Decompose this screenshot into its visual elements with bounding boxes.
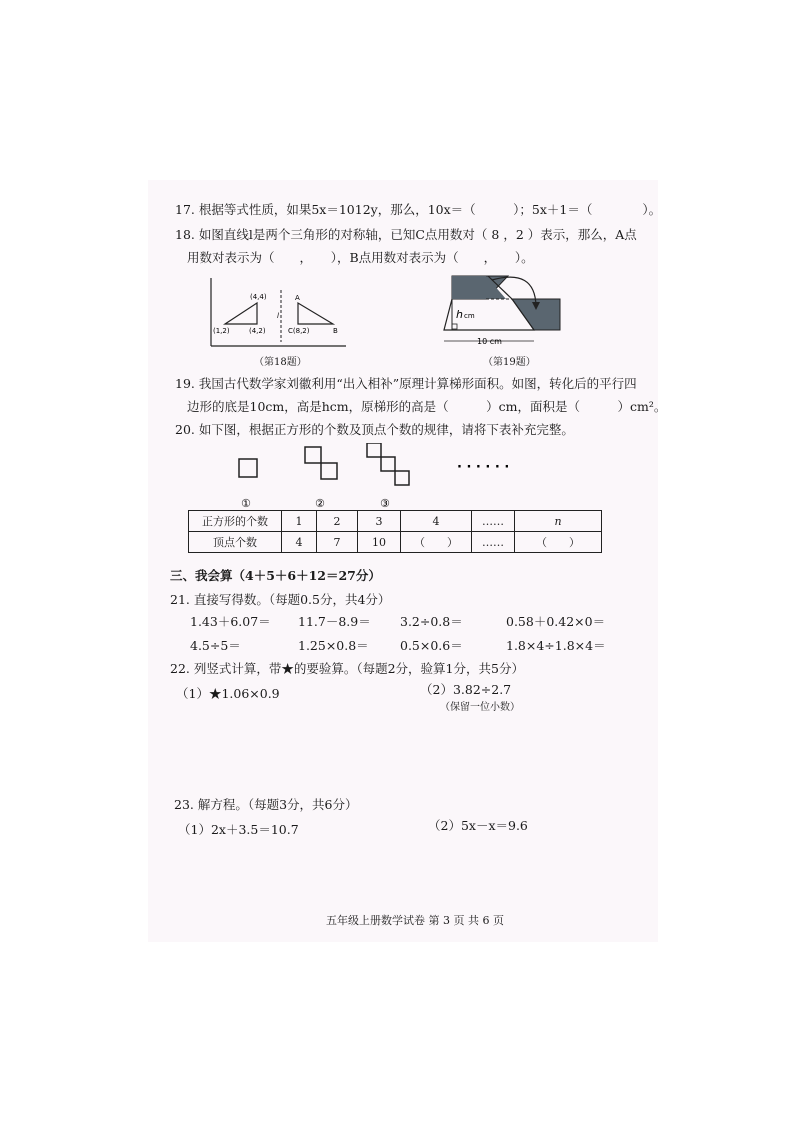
- label-1-2: (1,2): [213, 327, 230, 335]
- pattern2-square-1: [305, 447, 321, 463]
- label-B: B: [333, 327, 338, 335]
- marker-3: ③: [380, 497, 390, 510]
- table-cell: 10: [358, 532, 401, 553]
- question-17: 17. 根据等式性质，如果5x＝1012y，那么，10x＝（ ）；5x＋1＝（ ）。: [175, 202, 662, 217]
- question-21: 21. 直接写得数。（每题0.5分，共4分）: [170, 592, 391, 607]
- calc-item: 3.2÷0.8＝: [400, 614, 463, 629]
- figure-18-coordinate-diagram: [200, 272, 350, 354]
- left-triangle: [225, 303, 257, 324]
- calc-item: 0.58＋0.42×0＝: [506, 614, 606, 629]
- pattern1-square: [239, 459, 257, 477]
- marker-2: ②: [315, 497, 325, 510]
- table-answer-blank[interactable]: （ ）: [515, 532, 602, 553]
- table-cell: n: [515, 511, 602, 532]
- table-cell: 2: [317, 511, 358, 532]
- label-4-2: (4,2): [249, 327, 266, 335]
- table-row-vertices: [189, 532, 602, 553]
- pattern3-square-1: [367, 443, 381, 457]
- h-label: h: [456, 308, 463, 321]
- calc-item: 0.5×0.6＝: [400, 638, 463, 653]
- table-cell: 3: [358, 511, 401, 532]
- table-header-vertices: 顶点个数: [189, 532, 282, 553]
- vertical-calc-2: （2）3.82÷2.7: [420, 682, 512, 697]
- table-cell: 7: [317, 532, 358, 553]
- base-label: 10 cm: [477, 337, 502, 346]
- table-cell: 4: [282, 532, 317, 553]
- pattern3-square-2: [381, 457, 395, 471]
- figure-19-caption: （第19题）: [483, 357, 536, 368]
- calc-item: 1.25×0.8＝: [298, 638, 369, 653]
- table-header-squares: 正方形的个数: [189, 511, 282, 532]
- section-3-heading: 三、我会算（4＋5＋6＋12＝27分）: [170, 568, 381, 583]
- question-18-line2: 用数对表示为（ ， ），B点用数对表示为（ ， ）。: [187, 250, 534, 265]
- table-cell: ……: [472, 511, 515, 532]
- question-20: 20. 如下图，根据正方形的个数及顶点个数的规律，请将下表补充完整。: [175, 422, 574, 437]
- equation-2: （2）5x－x＝9.6: [428, 818, 528, 833]
- figure-19-trapezoid-diagram: [440, 266, 570, 354]
- ellipsis-dots: · · · · · ·: [457, 460, 510, 475]
- question-19-line2: 边形的底是10cm，高是hcm，原梯形的高是（ ）cm，面积是（ ）cm²。: [187, 399, 667, 414]
- figure-20-square-patterns: [225, 443, 525, 513]
- right-angle-mark: [452, 324, 457, 329]
- table-cell: 4: [401, 511, 472, 532]
- table-cell: ……: [472, 532, 515, 553]
- calc-item: 1.43＋6.07＝: [190, 614, 271, 629]
- right-triangle: [298, 303, 333, 324]
- equation-1: （1）2x＋3.5＝10.7: [178, 822, 299, 837]
- pattern3-square-3: [395, 471, 409, 485]
- h-unit: cm: [464, 312, 475, 320]
- question-22: 22. 列竖式计算，带★的要验算。（每题2分，验算1分，共5分）: [170, 661, 524, 676]
- label-A: A: [295, 294, 300, 302]
- vertical-calc-1: （1）★1.06×0.9: [176, 686, 280, 701]
- table-cell: 1: [282, 511, 317, 532]
- rounding-note: （保留一位小数）: [440, 702, 520, 713]
- calc-item: 11.7－8.9＝: [298, 614, 371, 629]
- question-19-line1: 19. 我国古代数学家刘徽利用“出入相补”原理计算梯形面积。如图，转化后的平行四: [175, 376, 637, 391]
- label-4-4: (4,4): [250, 293, 267, 301]
- calc-item: 4.5÷5＝: [190, 638, 241, 653]
- table-answer-blank[interactable]: （ ）: [401, 532, 472, 553]
- pattern2-square-2: [321, 463, 337, 479]
- label-l: l: [277, 312, 279, 320]
- label-C: C(8,2): [288, 327, 310, 335]
- page-footer: 五年级上册数学试卷 第 3 页 共 6 页: [326, 914, 504, 927]
- marker-1: ①: [241, 497, 251, 510]
- table-row-squares: [189, 511, 602, 532]
- calc-item: 1.8×4÷1.8×4＝: [506, 638, 606, 653]
- figure-18-caption: （第18题）: [254, 357, 307, 368]
- question-18-line1: 18. 如图直线l是两个三角形的对称轴，已知C点用数对（ 8 ，2 ）表示，那么，A点: [175, 227, 637, 242]
- question-23: 23. 解方程。（每题3分，共6分）: [174, 797, 358, 812]
- pattern-table: [188, 510, 602, 553]
